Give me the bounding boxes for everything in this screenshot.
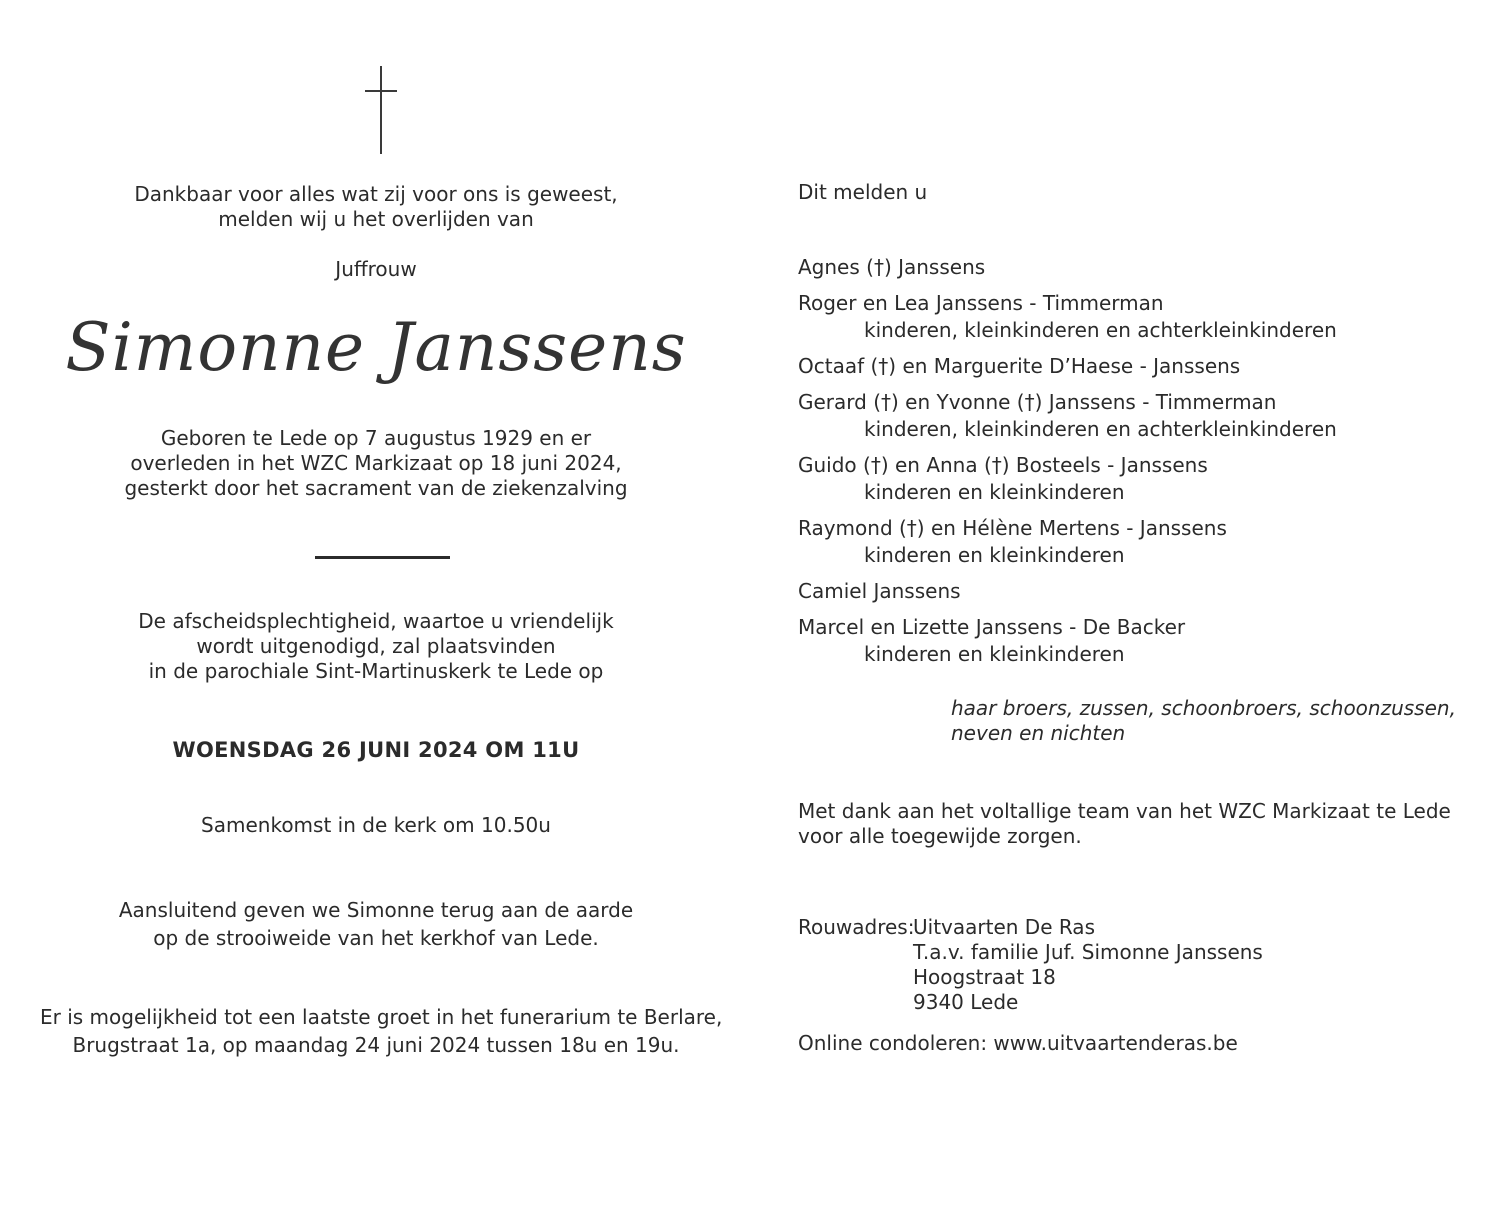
family-entry bbox=[798, 254, 1478, 281]
address-block bbox=[913, 915, 1263, 1015]
family-descendants: kinderen en kleinkinderen bbox=[864, 642, 1125, 666]
family-descendants: kinderen en kleinkinderen bbox=[864, 480, 1125, 504]
address-line: Hoogstraat 18 bbox=[913, 965, 1056, 989]
thanks-line: voor alle toegewijde zorgen. bbox=[798, 824, 1082, 848]
burial-line: op de strooiweide van het kerkhof van Lede. bbox=[153, 926, 599, 950]
family-entry bbox=[798, 515, 1478, 569]
divider bbox=[315, 556, 450, 559]
birth-line: gesterkt door het sacrament van de ziekenzalving bbox=[124, 476, 628, 500]
cross-icon bbox=[365, 66, 399, 156]
thanks-line: Met dank aan het voltallige team van het WZC Markizaat te Lede bbox=[798, 799, 1451, 823]
intro-line: Dankbaar voor alles wat zij voor ons is geweest, bbox=[134, 182, 618, 206]
viewing-line: Er is mogelijkheid tot een laatste groet in het funerarium te Berlare, bbox=[40, 1005, 723, 1029]
birth-line: overleden in het WZC Markizaat op 18 juni 2024, bbox=[130, 451, 622, 475]
relatives-line: haar broers, zussen, schoonbroers, schoonzussen, bbox=[951, 696, 1456, 720]
address-line: T.a.v. familie Juf. Simonne Janssens bbox=[913, 940, 1263, 964]
family-name: Guido (†) en Anna (†) Bosteels - Janssens bbox=[798, 453, 1208, 477]
family-entry bbox=[798, 578, 1478, 605]
deceased-title: Juffrouw bbox=[335, 257, 417, 281]
relatives-text bbox=[951, 696, 1456, 746]
family-name: Marcel en Lizette Janssens - De Backer bbox=[798, 615, 1186, 639]
thanks-text bbox=[798, 799, 1478, 849]
family-entry bbox=[798, 614, 1478, 668]
ceremony-date: WOENSDAG 26 JUNI 2024 OM 11U bbox=[172, 738, 580, 762]
announce-text: Dit melden u bbox=[798, 180, 928, 204]
family-entry bbox=[798, 290, 1478, 344]
birth-death-text bbox=[40, 426, 712, 501]
online-condolence-text: Online condoleren: www.uitvaartenderas.be bbox=[798, 1031, 1238, 1055]
ceremony-line: De afscheidsplechtigheid, waartoe u vriendelijk bbox=[138, 609, 614, 633]
burial-line: Aansluitend geven we Simonne terug aan de aarde bbox=[118, 898, 634, 922]
address-line: 9340 Lede bbox=[913, 990, 1019, 1014]
family-entry bbox=[798, 389, 1478, 443]
family-name: Agnes (†) Janssens bbox=[798, 255, 986, 279]
ceremony-text bbox=[40, 609, 712, 684]
intro-line: melden wij u het overlijden van bbox=[218, 207, 534, 231]
gathering-text: Samenkomst in de kerk om 10.50u bbox=[201, 813, 551, 837]
viewing-line: Brugstraat 1a, op maandag 24 juni 2024 tussen 18u en 19u. bbox=[72, 1033, 680, 1057]
family-name: Gerard (†) en Yvonne (†) Janssens - Timmerman bbox=[798, 390, 1277, 414]
family-name: Camiel Janssens bbox=[798, 579, 961, 603]
family-name: Octaaf (†) en Marguerite D’Haese - Janssens bbox=[798, 354, 1241, 378]
family-descendants: kinderen en kleinkinderen bbox=[864, 543, 1125, 567]
address-label: Rouwadres: bbox=[798, 915, 915, 939]
relatives-line: neven en nichten bbox=[951, 721, 1126, 745]
deceased-name: Simonne Janssens bbox=[65, 309, 687, 386]
intro-text bbox=[40, 182, 712, 232]
ceremony-line: wordt uitgenodigd, zal plaatsvinden bbox=[196, 634, 556, 658]
family-name: Raymond (†) en Hélène Mertens - Janssens bbox=[798, 516, 1227, 540]
family-descendants: kinderen, kleinkinderen en achterkleinkinderen bbox=[864, 417, 1337, 441]
viewing-text bbox=[40, 1003, 723, 1059]
family-list bbox=[798, 254, 1478, 668]
family-descendants: kinderen, kleinkinderen en achterkleinkinderen bbox=[864, 318, 1337, 342]
ceremony-line: in de parochiale Sint-Martinuskerk te Lede op bbox=[148, 659, 604, 683]
address-line: Uitvaarten De Ras bbox=[913, 915, 1095, 939]
family-entry bbox=[798, 452, 1478, 506]
family-entry bbox=[798, 353, 1478, 380]
family-name: Roger en Lea Janssens - Timmerman bbox=[798, 291, 1164, 315]
birth-line: Geboren te Lede op 7 augustus 1929 en er bbox=[160, 426, 592, 450]
burial-text bbox=[40, 896, 712, 952]
